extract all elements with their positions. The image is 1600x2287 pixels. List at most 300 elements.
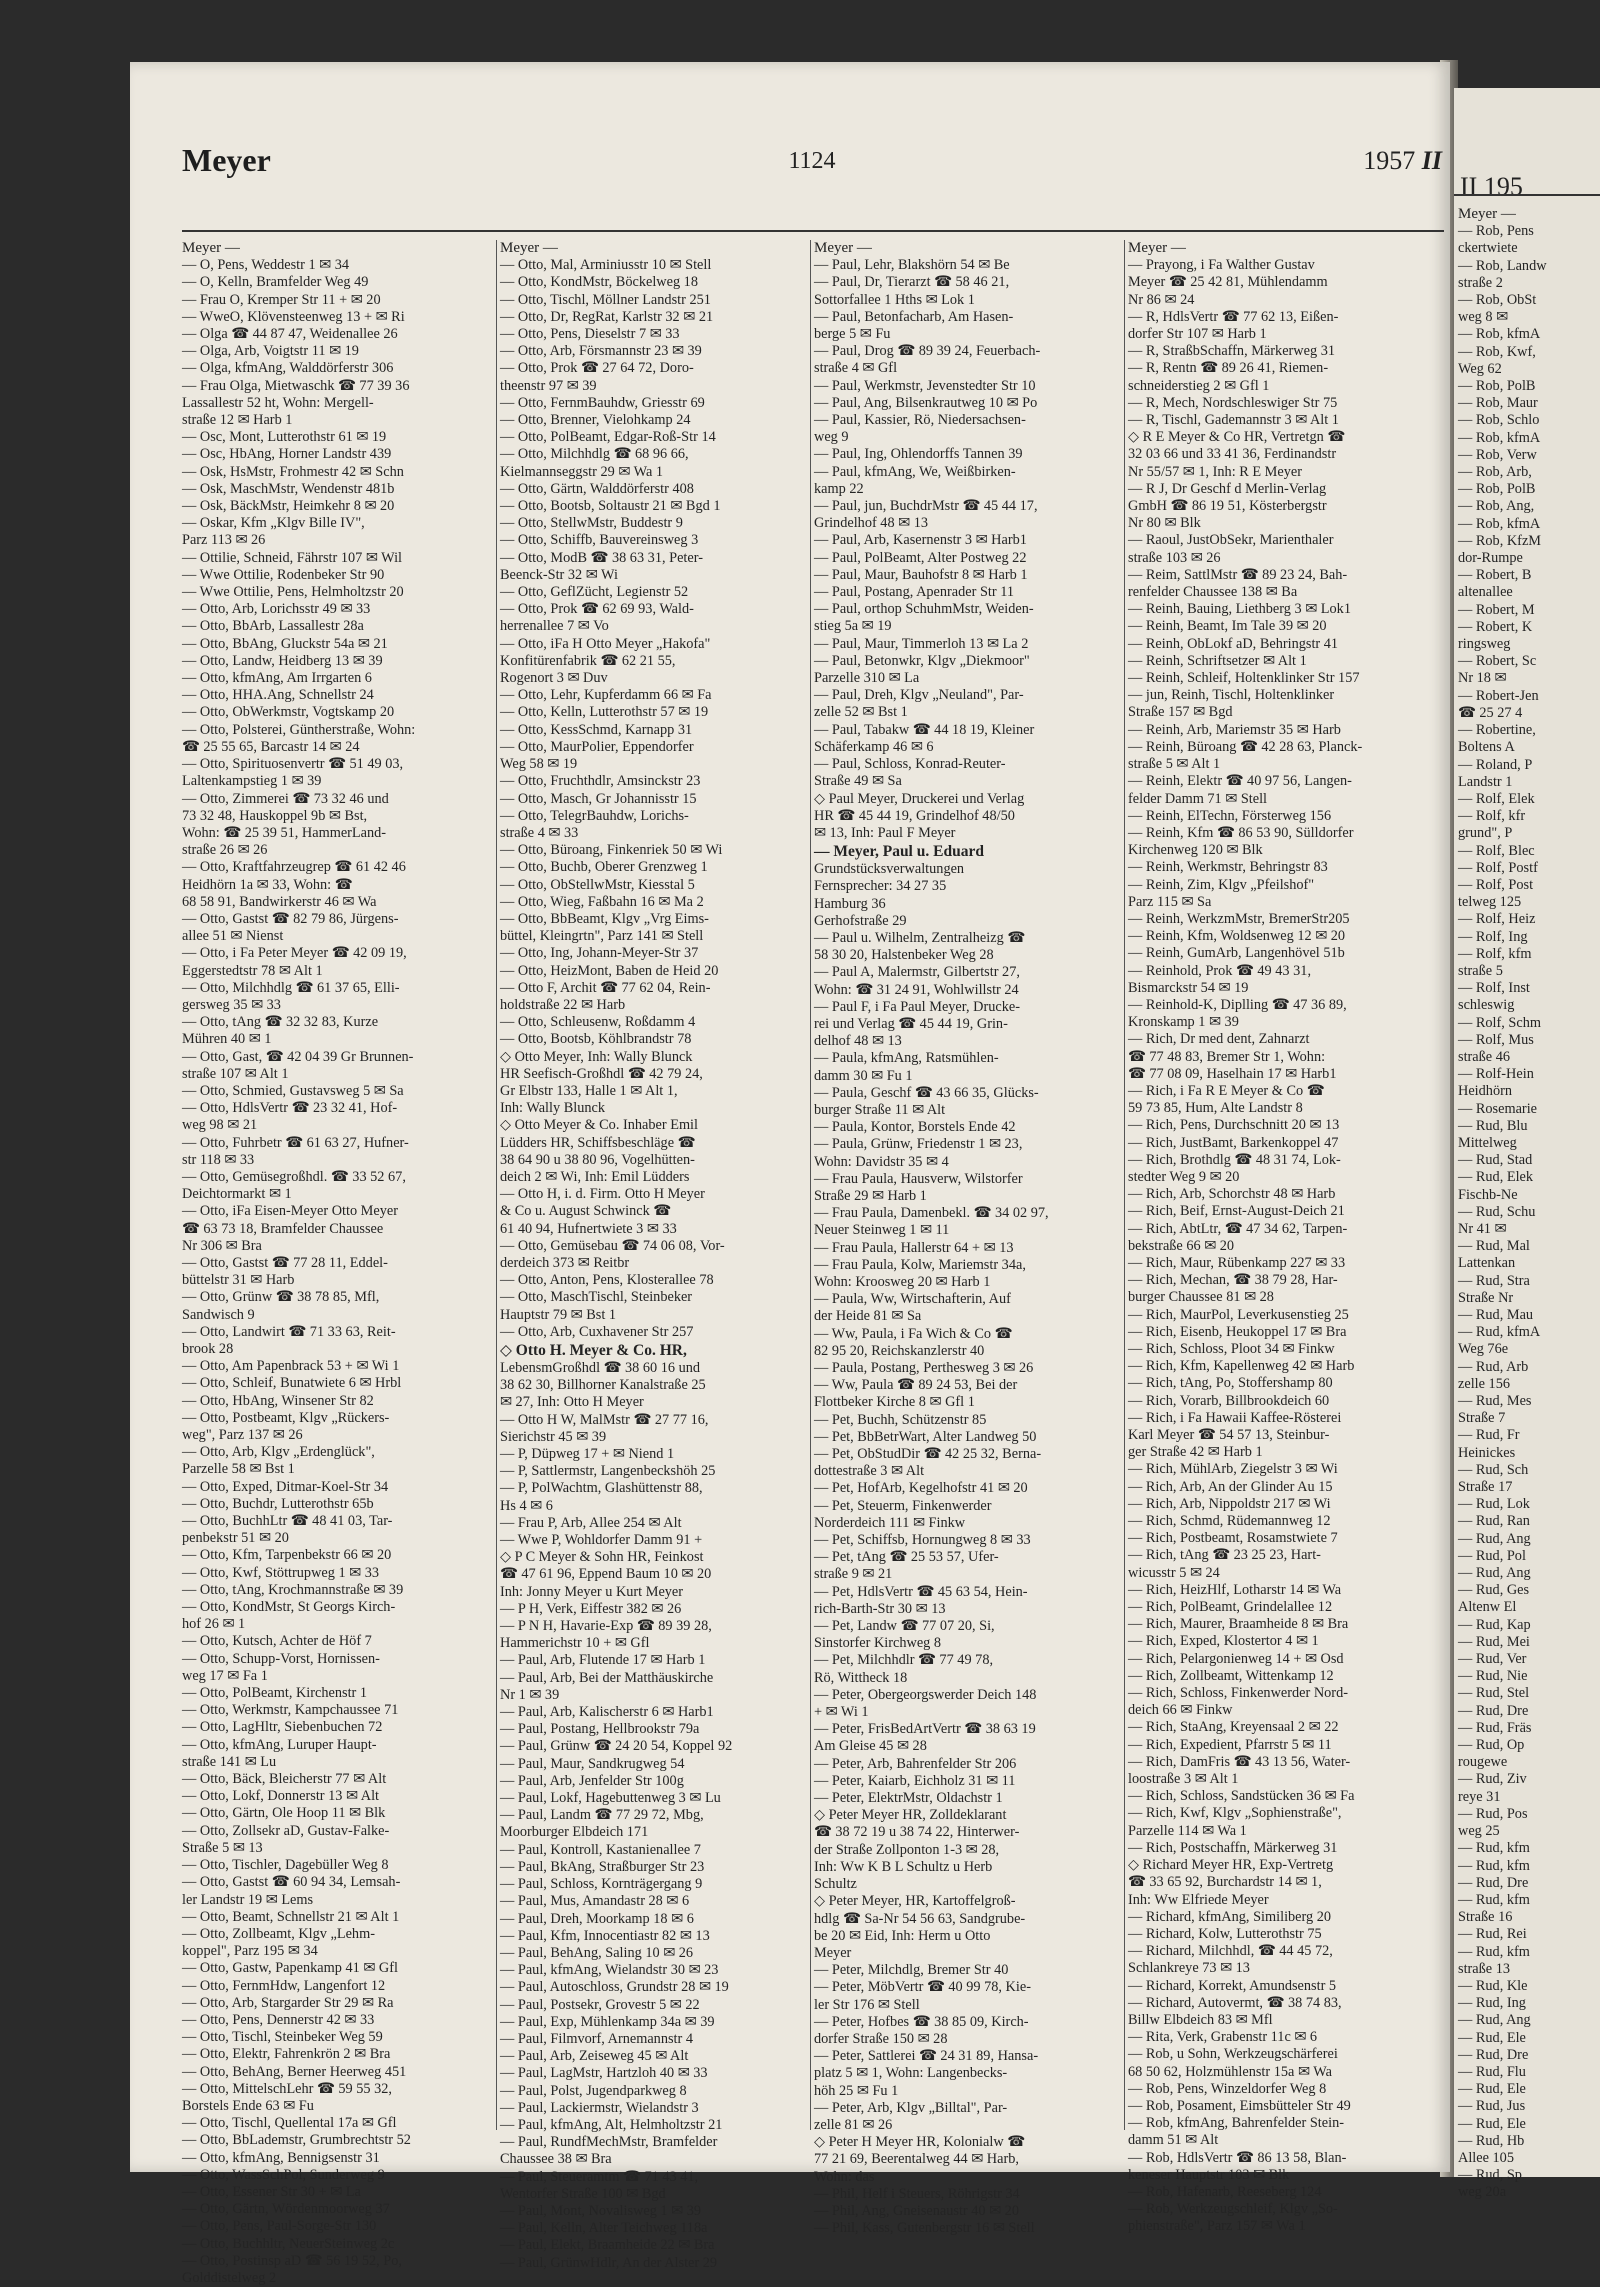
- directory-entry: — Otto, PolBeamt, Edgar-Roß-Str 14: [500, 429, 716, 446]
- directory-entry: — Ww, Paula, i Fa Wich & Co ☎: [814, 1325, 1013, 1342]
- directory-entry: — Rolf-Hein: [1458, 1066, 1534, 1083]
- directory-entry: — Rolf, kfm: [1458, 945, 1532, 962]
- directory-entry: Nr 80 ✉ Blk: [1128, 515, 1201, 532]
- directory-entry: — Paul, Grünw ☎ 24 20 54, Koppel 92: [500, 1738, 733, 1755]
- directory-entry: Laltenkampstieg 1 ✉ 39: [182, 773, 322, 790]
- directory-entry: — Rich, Kwf, Klgv „Sophienstraße",: [1128, 1805, 1342, 1822]
- directory-entry: — Paul, RundfMechMstr, Bramfelder: [500, 2134, 718, 2151]
- directory-entry: — Rob, Hafenarb, Reeseberg 124: [1128, 2183, 1322, 2200]
- directory-entry: straße 5 ✉ Alt 1: [1128, 756, 1221, 773]
- directory-entry: — Otto, StellwMstr, Buddestr 9: [500, 515, 683, 532]
- directory-entry: Parzelle 58 ✉ Bst 1: [182, 1461, 295, 1478]
- directory-entry: ✉ 27, Inh: Otto H Meyer: [500, 1394, 644, 1411]
- directory-entry: — Rud, Ing: [1458, 1995, 1526, 2012]
- directory-entry: Straße 29 ✉ Harb 1: [814, 1187, 927, 1204]
- directory-entry: ckertwiete: [1458, 240, 1518, 257]
- directory-entry: zelle 52 ✉ Bst 1: [814, 704, 908, 721]
- directory-entry: — Paul, Kontroll, Kastanienallee 7: [500, 1841, 701, 1858]
- directory-entry: — Rob, ObSt: [1458, 292, 1537, 309]
- directory-entry: — Robert, K: [1458, 618, 1533, 635]
- directory-entry: — Paul, Schloss, Kornträgergang 9: [500, 1876, 703, 1893]
- directory-entry: — Rita, Verk, Grabenstr 11c ✉ 6: [1128, 2029, 1318, 2046]
- directory-entry: — Rich, Schmd, Rüdemannweg 12: [1128, 1513, 1331, 1530]
- directory-entry: — Rud, Ang: [1458, 1565, 1531, 1582]
- directory-entry: — Paula, Geschf ☎ 43 66 35, Glücks-: [814, 1084, 1039, 1101]
- directory-entry: — P N H, Havarie-Exp ☎ 89 39 28,: [500, 1618, 712, 1635]
- directory-entry: — Otto, Am Papenbrack 53 + ✉ Wi 1: [182, 1358, 400, 1375]
- directory-entry: — Otto, Gastst ☎ 60 94 34, Lemsah-: [182, 1874, 401, 1891]
- directory-entry: — Robert, M: [1458, 601, 1535, 618]
- directory-entry: Rogenort 3 ✉ Duv: [500, 670, 608, 687]
- directory-entry: Hamburg 36: [814, 895, 886, 912]
- directory-entry: — Otto, Brenner, Vielohkamp 24: [500, 412, 691, 429]
- directory-entry: be 20 ✉ Eid, Inh: Herm u Otto: [814, 1927, 991, 1944]
- directory-entry: — R J, Dr Geschf d Merlin-Verlag: [1128, 480, 1327, 497]
- directory-entry: — Paula, kfmAng, Ratsmühlen-: [814, 1050, 999, 1067]
- volume: II: [1421, 146, 1442, 175]
- directory-entry: — Rud, Ele: [1458, 2029, 1526, 2046]
- directory-entry: Schultz: [814, 1876, 857, 1893]
- directory-entry: — Phil, Helf i Steuers, Röhrigstr 34: [814, 2185, 1020, 2202]
- directory-entry: — Otto, Arb, Klgv „Erdenglück",: [182, 1444, 375, 1461]
- directory-entry: — Rud, Op: [1458, 1737, 1525, 1754]
- directory-entry: Norderdeich 111 ✉ Finkw: [814, 1514, 966, 1531]
- directory-entry: — Otto, Schleusenw, Roßdamm 4: [500, 1014, 696, 1031]
- directory-entry: — Rich, Brothdlg ☎ 48 31 74, Lok-: [1128, 1151, 1341, 1168]
- directory-entry: straße 9 ✉ 21: [814, 1566, 893, 1583]
- directory-entry: bekstraße 66 ✉ 20: [1128, 1237, 1235, 1254]
- directory-entry: — Rolf, Mus: [1458, 1031, 1534, 1048]
- directory-entry: — Pet, Landw ☎ 77 07 20, Si,: [814, 1618, 995, 1635]
- directory-entry: — Otto, Dr, RegRat, Karlstr 32 ✉ 21: [500, 308, 714, 325]
- column-3: [814, 240, 1120, 2237]
- directory-entry: weg 25: [1458, 1823, 1500, 1840]
- directory-entry: — Rud, Kle: [1458, 1977, 1528, 1994]
- directory-entry: — Paul, Kassier, Rö, Niedersachsen-: [814, 412, 1026, 429]
- directory-entry: Straße 7: [1458, 1410, 1506, 1427]
- column-1: [182, 240, 492, 2286]
- directory-entry: — Olga, kfmAng, Walddörferstr 306: [182, 360, 394, 377]
- directory-entry: — Rud, Kap: [1458, 1616, 1531, 1633]
- directory-entry: — Otto, LagHltr, Siebenbuchen 72: [182, 1719, 383, 1736]
- directory-entry: weg 17 ✉ Fa 1: [182, 1667, 268, 1684]
- directory-entry: wicusstr 5 ✉ 24: [1128, 1564, 1220, 1581]
- directory-entry: berge 5 ✉ Fu: [814, 326, 891, 343]
- directory-entry: — Richard, Korrekt, Amundsenstr 5: [1128, 1977, 1337, 1994]
- directory-entry: — Otto, Grünw ☎ 38 78 85, Mfl,: [182, 1289, 380, 1306]
- directory-entry: dottestraße 3 ✉ Alt: [814, 1463, 925, 1480]
- directory-entry: — Reinh, Elektr ☎ 40 97 56, Langen-: [1128, 773, 1352, 790]
- directory-entry: Landstr 1: [1458, 773, 1513, 790]
- directory-entry: — Otto, HbAng, Winsener Str 82: [182, 1392, 374, 1409]
- directory-entry: — Otto, Fuhrbetr ☎ 61 63 27, Hufner-: [182, 1134, 409, 1151]
- directory-entry: — Pet, ObStudDir ☎ 42 25 32, Berna-: [814, 1446, 1042, 1463]
- directory-entry: HR Seefisch-Großhdl ☎ 42 79 24,: [500, 1065, 703, 1082]
- directory-entry: — Frau O, Kremper Str 11 + ✉ 20: [182, 291, 381, 308]
- directory-entry: — Otto, Beamt, Schnellstr 21 ✉ Alt 1: [182, 1908, 400, 1925]
- directory-entry: — Otto, Wieg, Faßbahn 16 ✉ Ma 2: [500, 893, 704, 910]
- directory-entry: — Paul, Lokf, Hagebuttenweg 3 ✉ Lu: [500, 1790, 721, 1807]
- directory-entry: Rö, Wittheck 18: [814, 1669, 908, 1686]
- directory-entry: Straße 17: [1458, 1479, 1513, 1496]
- directory-entry: — Rich, Eisenb, Heukoppel 17 ✉ Bra: [1128, 1323, 1347, 1340]
- directory-entry: — Paul, Filmvorf, Arnemannstr 4: [500, 2030, 693, 2047]
- directory-entry: — Paul, kfmAng, Alt, Helmholtzstr 21: [500, 2116, 723, 2133]
- directory-entry: — Rud, Blu: [1458, 1117, 1528, 1134]
- directory-entry: — Otto, Fruchthdlr, Amsinckstr 23: [500, 773, 701, 790]
- directory-entry: Sottorfallee 1 Hths ✉ Lok 1: [814, 291, 975, 308]
- directory-entry: Nr 18 ✉: [1458, 670, 1507, 687]
- directory-entry: Straße 16: [1458, 1909, 1513, 1926]
- directory-entry: Straße Nr: [1458, 1289, 1514, 1306]
- column-head: Meyer —: [1128, 240, 1186, 256]
- directory-entry: — Osc, HbAng, Horner Landstr 439: [182, 446, 392, 463]
- directory-entry: — Otto, Gastst ☎ 82 79 86, Jürgens-: [182, 910, 399, 927]
- directory-entry: — Otto, BuchhLtr ☎ 48 41 03, Tar-: [182, 1513, 393, 1530]
- directory-entry: — Paul, Polst, Jugendparkweg 8: [500, 2082, 687, 2099]
- directory-entry: — Osc, Mont, Lutterothstr 61 ✉ 19: [182, 429, 387, 446]
- directory-entry: hof 26 ✉ 1: [182, 1616, 246, 1633]
- directory-entry: — Rud, Dre: [1458, 1874, 1529, 1891]
- directory-entry: deich 66 ✉ Finkw: [1128, 1702, 1233, 1719]
- directory-entry: — Paul, Steueramtm ☎ 71 43 41,: [500, 2168, 699, 2185]
- directory-entry: 32 03 66 und 33 41 36, Ferdinandstr: [1128, 446, 1337, 463]
- directory-entry: — Rich, Beif, Ernst-August-Deich 21: [1128, 1203, 1345, 1220]
- directory-entry: — Paul, Dreh, Klgv „Neuland", Par-: [814, 687, 1024, 704]
- directory-entry: — Rolf, Blec: [1458, 842, 1535, 859]
- directory-entry: Fischb-Ne: [1458, 1186, 1518, 1203]
- directory-entry: — Otto, MittelschLehr ☎ 59 55 32,: [182, 2080, 392, 2097]
- directory-entry: — Otto, Kutsch, Achter de Höf 7: [182, 1633, 372, 1650]
- directory-entry: 38 62 30, Billhorner Kanalstraße 25: [500, 1377, 706, 1394]
- directory-entry: Inh: Jonny Meyer u Kurt Meyer: [500, 1583, 684, 1600]
- directory-entry: — Paul, Ang, Bilsenkrautweg 10 ✉ Po: [814, 394, 1038, 411]
- directory-entry: — Otto, Landwirt ☎ 71 33 63, Reit-: [182, 1323, 396, 1340]
- directory-entry: Kirchenweg 120 ✉ Blk: [1128, 842, 1263, 859]
- column-head: Meyer —: [500, 240, 558, 256]
- directory-entry: ☎ 38 72 19 u 38 74 22, Hinterwer-: [814, 1824, 1020, 1841]
- directory-entry: — Paul, BkAng, Straßburger Str 23: [500, 1858, 705, 1875]
- directory-entry: — Otto, Werkmstr, Kampchaussee 71: [182, 1702, 399, 1719]
- directory-entry: — Peter, Arb, Klgv „Billtal", Par-: [814, 2099, 1008, 2116]
- year: 1957: [1363, 146, 1416, 175]
- directory-entry: — Rud, Stad: [1458, 1152, 1533, 1169]
- directory-entry: — Frau Paula, Damenbekl. ☎ 34 02 97,: [814, 1205, 1049, 1222]
- directory-entry: — Rich, Expedient, Pfarrstr 5 ✉ 11: [1128, 1736, 1332, 1753]
- directory-entry: ◇ P C Meyer & Sohn HR, Feinkost: [500, 1549, 704, 1566]
- directory-entry: — Rob, HdlsVertr ☎ 86 13 58, Blan-: [1128, 2149, 1347, 2166]
- directory-entry: weg 20a: [1458, 2184, 1507, 2201]
- directory-entry: — Otto, Mal, Arminiusstr 10 ✉ Stell: [500, 257, 712, 274]
- directory-entry: — Otto, iFa H Otto Meyer „Hakofa": [500, 635, 711, 652]
- directory-entry: Wohn: ☎ 31 24 91, Wohlwillstr 24: [814, 981, 1019, 998]
- column-4: [1128, 240, 1442, 2235]
- directory-entry: — Paul, Arb, Bei der Matthäuskirche: [500, 1669, 714, 1686]
- directory-entry: — Rud, Pol: [1458, 1547, 1526, 1564]
- directory-entry: — Otto, BehAng, Berner Heerweg 451: [182, 2063, 407, 2080]
- directory-entry: — Otto, Buchb, Oberer Grenzweg 1: [500, 859, 708, 876]
- directory-entry: zelle 156: [1458, 1375, 1511, 1392]
- directory-entry: — Otto, MaurPolier, Eppendorfer: [500, 738, 694, 755]
- column-head: Meyer —: [814, 240, 872, 256]
- directory-entry: — Otto, Landw, Heidberg 13 ✉ 39: [182, 652, 383, 669]
- directory-entry: straße 141 ✉ Lu: [182, 1753, 277, 1770]
- directory-entry: 58 30 20, Halstenbeker Weg 28: [814, 947, 994, 964]
- directory-entry: — R, Mech, Nordschleswiger Str 75: [1128, 394, 1338, 411]
- directory-entry: — Robert, B: [1458, 567, 1532, 584]
- directory-entry: straße 4 ✉ 33: [500, 824, 579, 841]
- directory-entry: — Otto, Spirituosenvertr ☎ 51 49 03,: [182, 756, 404, 773]
- directory-entry: — Paul, Maur, Sandkrugweg 54: [500, 1755, 685, 1772]
- directory-entry: — Otto, Elektr, Fahrenkrön 2 ✉ Bra: [182, 2046, 391, 2063]
- directory-entry: — Paul, BehAng, Saling 10 ✉ 26: [500, 1944, 694, 1961]
- directory-entry: — R, StraßbSchaffn, Märkerweg 31: [1128, 343, 1335, 360]
- directory-entry: — Paul, Ing, Ohlendorffs Tannen 39: [814, 446, 1023, 463]
- directory-entry: — Otto, Gemüsegroßhdl. ☎ 33 52 67,: [182, 1168, 406, 1185]
- directory-entry: — Rob, KfzM: [1458, 532, 1541, 549]
- next-page-rule: [1454, 194, 1600, 196]
- directory-entry: stedter Weg 9 ✉ 20: [1128, 1168, 1240, 1185]
- directory-entry: — Otto, Kelln, Lutterothstr 57 ✉ 19: [500, 704, 709, 721]
- directory-entry: — Otto, Tischler, Dagebüller Weg 8: [182, 1857, 389, 1874]
- directory-entry: — Otto, KessSchmd, Karnapp 31: [500, 721, 693, 738]
- directory-entry: grund", P: [1458, 825, 1513, 842]
- directory-entry: — Oskar, Kfm „Klgv Bille IV",: [182, 515, 365, 532]
- directory-entry: dorfer Str 107 ✉ Harb 1: [1128, 326, 1267, 343]
- directory-entry: — Otto, Schupp-Vorst, Hornissen-: [182, 1650, 380, 1667]
- directory-entry: phienstraße", Parz 157 ✉ Wa 1: [1128, 2218, 1306, 2235]
- directory-entry: — Prayong, i Fa Walther Gustav: [1128, 257, 1315, 274]
- directory-entry: — Otto, Zimmerei ☎ 73 32 46 und: [182, 790, 389, 807]
- directory-entry: — Otto, Polsterei, Güntherstraße, Wohn:: [182, 721, 416, 738]
- directory-entry: — Paul, Autoschloss, Grundstr 28 ✉ 19: [500, 1979, 729, 1996]
- directory-entry: — Paula, Grünw, Friedenstr 1 ✉ 23,: [814, 1136, 1023, 1153]
- directory-entry: — Otto F, Archit ☎ 77 62 04, Rein-: [500, 979, 711, 996]
- directory-entry: — Rich, Postschaffn, Märkerweg 31: [1128, 1839, 1338, 1856]
- directory-entry: — Rud, Rei: [1458, 1926, 1527, 1943]
- page-header: [182, 138, 1442, 186]
- directory-entry: telweg 125: [1458, 894, 1522, 911]
- directory-entry: — Otto, kfmAng, Luruper Haupt-: [182, 1736, 377, 1753]
- directory-entry: ☎ 25 55 65, Barcastr 14 ✉ 24: [182, 738, 360, 755]
- directory-entry: — Rud, kfm: [1458, 1857, 1530, 1874]
- directory-entry: straße 103 ✉ 26: [1128, 549, 1221, 566]
- directory-entry: Deichtormarkt ✉ 1: [182, 1186, 292, 1203]
- directory-entry: Straße 5 ✉ 13: [182, 1839, 263, 1856]
- directory-entry: — Rud, Sch: [1458, 1461, 1529, 1478]
- directory-entry: ler Str 176 ✉ Stell: [814, 1996, 920, 2013]
- directory-entry: — Paul, Kelln, Alter Teichweg 118a: [500, 2220, 708, 2237]
- directory-entry: Sandwisch 9: [182, 1306, 255, 1323]
- directory-entry: Neuer Steinweg 1 ✉ 11: [814, 1222, 950, 1239]
- directory-entry: — Paul, Dr, Tierarzt ☎ 58 46 21,: [814, 274, 1010, 291]
- directory-entry: — Paul, Lehr, Blakshörn 54 ✉ Be: [814, 257, 1010, 274]
- directory-entry: ◇ Peter Meyer, HR, Kartoffelgroß-: [814, 1893, 1016, 1910]
- directory-entry: — Reinh, Bauing, Liethberg 3 ✉ Lok1: [1128, 601, 1351, 618]
- directory-entry: — Rud, Stra: [1458, 1272, 1530, 1289]
- directory-entry: ringsweg: [1458, 636, 1511, 653]
- directory-entry: — Rich, i Fa Hawaii Kaffee-Rösterei: [1128, 1409, 1342, 1426]
- directory-entry: — Otto, iFa Eisen-Meyer Otto Meyer: [182, 1203, 398, 1220]
- directory-entry: Meyer ☎ 25 42 81, Mühlendamm: [1128, 274, 1328, 291]
- directory-entry: — Rob, Verw: [1458, 446, 1537, 463]
- next-page-edge: [1454, 88, 1600, 2201]
- directory-entry: — Rolf, Post: [1458, 876, 1534, 893]
- directory-entry: — Rich, DamFris ☎ 43 13 56, Water-: [1128, 1753, 1351, 1770]
- directory-entry: — Pet, BbBetrWart, Alter Landweg 50: [814, 1428, 1037, 1445]
- directory-entry: — Paul, Arb, Kalischerstr 6 ✉ Harb1: [500, 1704, 714, 1721]
- directory-entry: Wohn: ☎ 25 39 51, HammerLand-: [182, 824, 387, 841]
- directory-entry: — Paul, Postang, Apenrader Str 11: [814, 584, 1015, 601]
- directory-entry: — Otto, Tischl, Steinbeker Weg 59: [182, 2029, 383, 2046]
- directory-entry: — Pet, Schiffsb, Hornungweg 8 ✉ 33: [814, 1532, 1031, 1549]
- directory-entry: — Otto, Arb, Lorichsstr 49 ✉ 33: [182, 601, 371, 618]
- directory-entry: — Richard, Milchhdl, ☎ 44 45 72,: [1128, 1943, 1333, 1960]
- directory-entry: 82 95 20, Reichskanzlerstr 40: [814, 1342, 985, 1359]
- directory-entry: — Rich, Zollbeamt, Wittenkamp 12: [1128, 1667, 1334, 1684]
- directory-entry: Heidhörn: [1458, 1083, 1512, 1100]
- directory-entry: — Paul, jun, BuchdrMstr ☎ 45 44 17,: [814, 498, 1038, 515]
- column-head: Meyer —: [182, 240, 240, 256]
- directory-entry: — Otto, tAng ☎ 32 32 83, Kurze: [182, 1014, 379, 1031]
- directory-entry: — Wwe Ottilie, Rodenbeker Str 90: [182, 566, 385, 583]
- directory-entry: Boltens A: [1458, 739, 1515, 756]
- directory-entry: Borstels Ende 63 ✉ Fu: [182, 2097, 314, 2114]
- directory-entry: Moorburger Elbdeich 171: [500, 1824, 649, 1841]
- directory-entry: — Rich, MaurPol, Leverkusenstieg 25: [1128, 1306, 1349, 1323]
- directory-entry: delhof 48 ✉ 13: [814, 1033, 902, 1050]
- directory-entry: — Rich, Schloss, Finkenwerder Nord-: [1128, 1685, 1348, 1702]
- directory-entry: — Otto, Schiffb, Bauvereinsweg 3: [500, 532, 699, 549]
- directory-entry: — Frau Paula, Hallerstr 64 + ✉ 13: [814, 1239, 1014, 1256]
- directory-entry: ◇ Otto H. Meyer & Co. HR,: [500, 1342, 687, 1359]
- directory-entry: Parzelle 114 ✉ Wa 1: [1128, 1822, 1247, 1839]
- directory-entry: — Rud, Ele: [1458, 2081, 1526, 2098]
- directory-entry: — Otto, Prok ☎ 62 69 93, Wald-: [500, 601, 694, 618]
- directory-entry: — Otto, Milchhdlg ☎ 61 37 65, Elli-: [182, 979, 400, 996]
- directory-entry: Lassallestr 52 ht, Wohn: Mergell-: [182, 394, 374, 411]
- directory-entry: — Paul u. Wilhelm, Zentralheizg ☎: [814, 929, 1026, 946]
- directory-entry: — Otto, HHA.Ang, Schnellstr 24: [182, 687, 374, 704]
- directory-entry: Nr 41 ✉: [1458, 1220, 1507, 1237]
- directory-entry: ◇ Peter H Meyer HR, Kolonialw ☎: [814, 2134, 1026, 2151]
- directory-entry: — Otto H, i. d. Firm. Otto H Meyer: [500, 1186, 705, 1203]
- page-number: 1124: [788, 148, 836, 174]
- directory-entry: — Rich, Schloss, Ploot 34 ✉ Finkw: [1128, 1341, 1335, 1357]
- directory-entry: straße 5: [1458, 962, 1503, 979]
- header-surname: Meyer: [182, 142, 271, 178]
- directory-entry: — Rolf, kfr: [1458, 808, 1526, 825]
- directory-entry: — Rich, Kfm, Kapellenweg 42 ✉ Harb: [1128, 1358, 1355, 1375]
- directory-entry: — Rich, StaAng, Kreyensaal 2 ✉ 22: [1128, 1719, 1339, 1736]
- directory-entry: GmbH ☎ 86 19 51, Kösterbergstr: [1128, 498, 1327, 515]
- directory-entry: — Rich, PolBeamt, Grindelallee 12: [1128, 1599, 1333, 1616]
- directory-entry: der Straße Zollponton 1-3 ✉ 28,: [814, 1841, 1000, 1858]
- directory-entry: — Otto, Pens, Paul-Sorge-Str 130: [182, 2218, 377, 2235]
- next-page-header: II 195: [1460, 172, 1523, 201]
- directory-entry: — Otto, Büroang, Finkenriek 50 ✉ Wi: [500, 842, 723, 859]
- directory-entry: Fernsprecher: 34 27 35: [814, 878, 947, 895]
- directory-entry: Parz 115 ✉ Sa: [1128, 893, 1212, 910]
- directory-entry: — Peter, Obergeorgswerder Deich 148: [814, 1686, 1037, 1703]
- directory-entry: & Co u. August Schwinck ☎: [500, 1203, 672, 1220]
- directory-entry: Eggerstedtstr 78 ✉ Alt 1: [182, 962, 323, 979]
- directory-entry: — Rich, Mechan, ☎ 38 79 28, Har-: [1128, 1272, 1338, 1289]
- directory-entry: LebensmGroßhdl ☎ 38 60 16 und: [500, 1360, 701, 1376]
- directory-entry: — Rud, Dre: [1458, 1702, 1529, 1719]
- directory-entry: — Rob, Pens: [1458, 223, 1534, 240]
- directory-entry: — Rud, Mei: [1458, 1633, 1530, 1650]
- directory-entry: — Rich, Arb, An der Glinder Au 15: [1128, 1478, 1333, 1495]
- directory-entry: — Paul, Arb, Flutende 17 ✉ Harb 1: [500, 1652, 706, 1669]
- directory-entry: — Rolf, Inst: [1458, 980, 1530, 997]
- directory-entry: HR ☎ 45 44 19, Grindelhof 48/50: [814, 807, 1015, 824]
- directory-entry: — Phil, Ang, Gneisenaustr 40 ✉ 20: [814, 2202, 1019, 2219]
- directory-entry: — Otto, tAng, Krochmannstraße ✉ 39: [182, 1581, 404, 1598]
- directory-entry: — Rud, Ges: [1458, 1582, 1530, 1599]
- directory-entry: — Paul, PolBeamt, Alter Postweg 22: [814, 549, 1027, 566]
- directory-entry: ◇ R E Meyer & Co HR, Vertretgn ☎: [1128, 429, 1346, 446]
- directory-entry: weg 9: [814, 429, 849, 446]
- directory-entry: straße 46: [1458, 1048, 1511, 1065]
- directory-entry: — Rud, Flu: [1458, 2063, 1526, 2080]
- directory-entry: — Reinh, Arb, Mariemstr 35 ✉ Harb: [1128, 721, 1341, 738]
- directory-entry: — Otto, Postbeamt, Klgv „Rückers-: [182, 1409, 390, 1426]
- directory-entry: — Otto, Arb, Cuxhavener Str 257: [500, 1323, 694, 1340]
- directory-entry: — Otto, ModB ☎ 38 63 31, Peter-: [500, 549, 703, 566]
- directory-entry: — Rich, Maur, Rübenkamp 227 ✉ 33: [1128, 1254, 1346, 1271]
- directory-entry: — Osk, BäckMstr, Heimkehr 8 ✉ 20: [182, 498, 395, 515]
- directory-entry: Straße 157 ✉ Bgd: [1128, 704, 1233, 721]
- directory-entry: — Otto, Bootsb, Soltaustr 21 ✉ Bgd 1: [500, 498, 721, 515]
- directory-entry: — Rud, Schu: [1458, 1203, 1536, 1220]
- directory-entry: — Otto, Tischl, Quellental 17a ✉ Gfl: [182, 2115, 397, 2132]
- directory-entry: 61 40 94, Hufnertwiete 3 ✉ 33: [500, 1220, 677, 1237]
- directory-entry: platz 5 ✉ 1, Wohn: Langenbecks-: [814, 2065, 1008, 2082]
- directory-entry: — Otto, i Fa Peter Meyer ☎ 42 09 19,: [182, 945, 407, 962]
- directory-entry: weg 98 ✉ 21: [182, 1117, 258, 1134]
- directory-entry: — Raoul, JustObSekr, Marienthaler: [1128, 532, 1334, 549]
- directory-entry: Sierichstr 45 ✉ 39: [500, 1428, 607, 1445]
- directory-entry: — Rud, Pos: [1458, 1805, 1528, 1822]
- directory-entry: — Rich, Exped, Klostertor 4 ✉ 1: [1128, 1633, 1319, 1650]
- directory-entry: burger Straße 11 ✉ Alt: [814, 1101, 946, 1118]
- directory-entry: — Paul, kfmAng, We, Weißbirken-: [814, 463, 1016, 480]
- directory-entry: ler Landstr 19 ✉ Lems: [182, 1891, 314, 1908]
- directory-entry: kamp 22: [814, 480, 864, 497]
- directory-entry: Chaussee 38 ✉ Bra: [500, 2151, 612, 2168]
- directory-entry: — Rob, PolB: [1458, 481, 1536, 498]
- directory-entry: — Roland, P: [1458, 756, 1533, 773]
- directory-entry: renfelder Chaussee 138 ✉ Ba: [1128, 584, 1298, 601]
- directory-entry: straße 107 ✉ Alt 1: [182, 1065, 289, 1082]
- directory-entry: — Phil, Kass, Gutenbergstr 16 ✉ Stell: [814, 2220, 1035, 2237]
- directory-entry: 68 58 91, Bandwirkerstr 46 ✉ Wa: [182, 893, 377, 910]
- directory-entry: — Paul, kfmAng, Wielandstr 30 ✉ 23: [500, 1962, 719, 1979]
- directory-entry: Inh: Wally Blunck: [500, 1100, 606, 1117]
- directory-entry: — Rolf, Postf: [1458, 859, 1538, 876]
- directory-entry: — Robert-Jen: [1458, 687, 1539, 704]
- directory-entry: Parzelle 310 ✉ La: [814, 670, 920, 687]
- directory-entry: — Otto, Kfm, Tarpenbekstr 66 ✉ 20: [182, 1547, 392, 1564]
- directory-entry: ger Straße 42 ✉ Harb 1: [1128, 1444, 1263, 1461]
- directory-entry: — Otto, Arb, Stargarder Str 29 ✉ Ra: [182, 1994, 394, 2011]
- directory-entry: — Otto, Zollsekr aD, Gustav-Falke-: [182, 1822, 390, 1839]
- directory-entry: — Rud, Mes: [1458, 1393, 1532, 1410]
- directory-entry: — Otto, Postinsp aD ☎ 56 19 52, Po,: [182, 2252, 402, 2269]
- directory-entry: Lattenkan: [1458, 1255, 1516, 1272]
- directory-entry: Inh: Ww K B L Schultz u Herb: [814, 1858, 993, 1875]
